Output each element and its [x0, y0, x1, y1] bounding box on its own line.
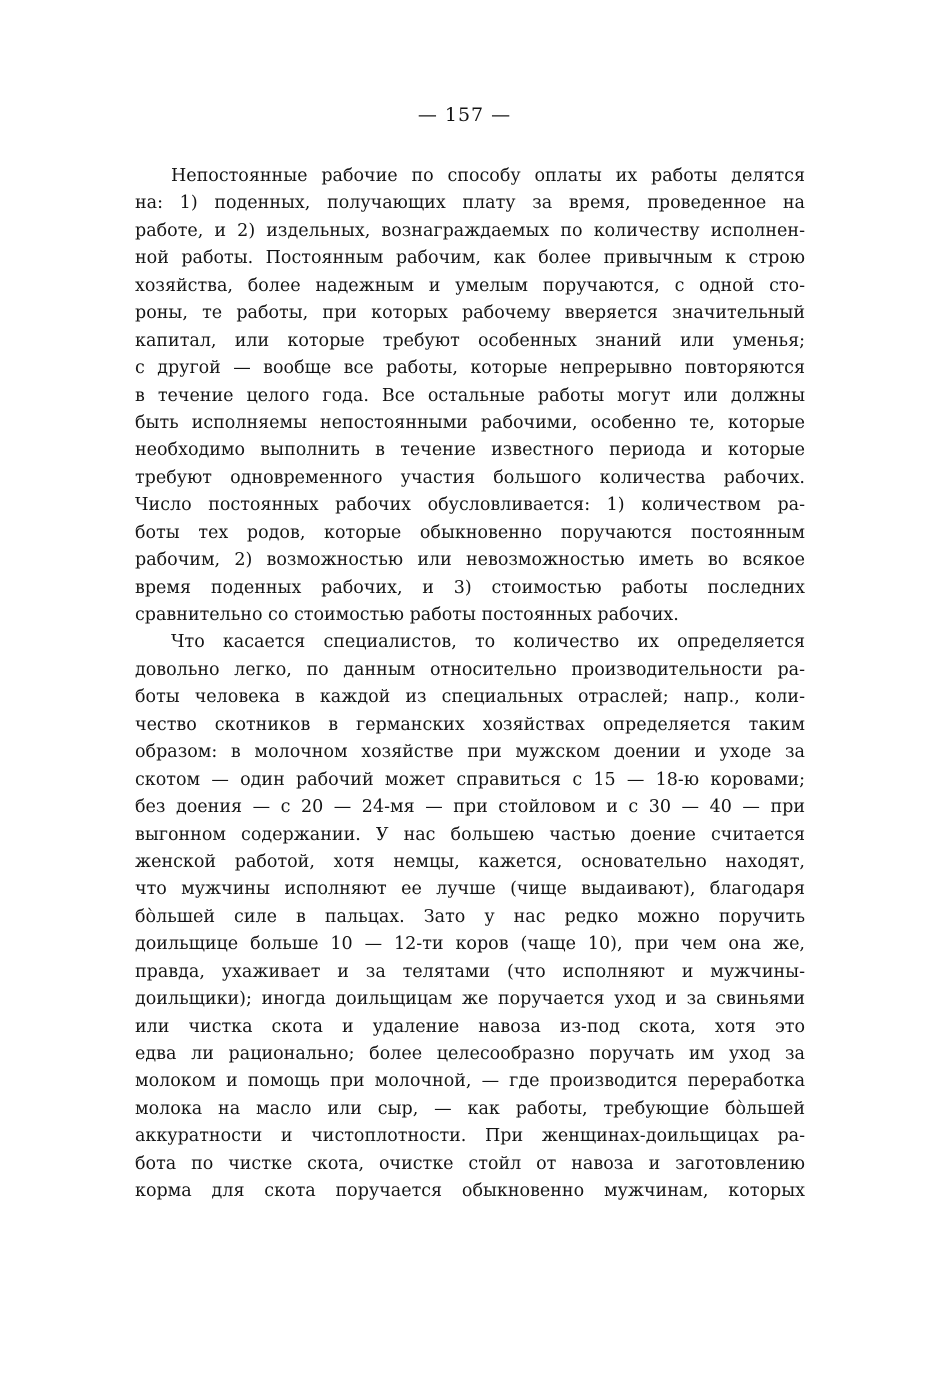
text-line: роны, те работы, при которых рабочему вверяется значительный — [135, 303, 805, 324]
text-line: рабочим, 2) возможностью или невозможностью иметь во всякое — [135, 550, 805, 571]
text-line: бота по чистке скота, очистке стойл от навоза и заготовлению — [135, 1153, 805, 1174]
paragraph-2 — [135, 629, 805, 1205]
text-line: Непостоянные рабочие по способу оплаты их работы делятся — [171, 166, 805, 186]
text-line: образом: в молочном хозяйстве при мужском доении и уходе за — [135, 742, 805, 763]
text-line: боты человека в каждой из специальных отраслей; напр., коли- — [135, 687, 805, 708]
page-number: — 157 — — [417, 104, 512, 126]
body-text — [135, 163, 805, 1206]
text-line: молока на масло или сыр, — как работы, требующие бо̀льшей — [135, 1098, 805, 1119]
text-line: доильщики); иногда доильщицам же поручается уход и за свиньями — [135, 989, 805, 1010]
text-line: на: 1) поденных, получающих плату за время, проведенное на — [135, 193, 805, 214]
text-line: едва ли рационально; более целесообразно поручать им уход за — [135, 1044, 805, 1064]
text-line: аккуратности и чистоплотности. При женщинах-доильщицах ра- — [135, 1126, 805, 1147]
paragraph-1 — [135, 163, 805, 629]
text-line: работе, и 2) издельных, вознаграждаемых по количеству исполнен- — [135, 220, 805, 241]
text-line: довольно легко, по данным относительно производительности ра- — [135, 659, 805, 680]
text-line: доильщице больше 10 — 12-ти коров (чаще 10), при чем она же, — [135, 934, 805, 955]
text-line: скотом — один рабочий может справиться с 15 — 18-ю коровами; — [135, 769, 805, 790]
text-line: требуют одновременного участия большого количества рабочих. — [135, 467, 805, 488]
text-line: бо̀льшей силе в пальцах. Зато у нас редко можно поручить — [135, 906, 805, 927]
text-line: хозяйства, более надежным и умелым поручаются, с одной сто- — [135, 275, 805, 296]
text-line: Что касается специалистов, то количество их определяется — [171, 632, 805, 653]
text-line: в течение целого года. Все остальные работы могут или должны — [135, 385, 805, 406]
text-line: правда, ухаживает и за телятами (что исполняют и мужчины- — [135, 961, 805, 982]
text-line: время поденных рабочих, и 3) стоимостью работы последних — [135, 577, 805, 598]
text-line: боты тех родов, которые обыкновенно поручаются постоянным — [135, 522, 805, 543]
text-line: без доения — с 20 — 24-мя — при стойловом и с 30 — 40 — при — [135, 797, 805, 818]
text-line: с другой — вообще все работы, которые непрерывно повторяются — [135, 358, 805, 379]
text-line: корма для скота поручается обыкновенно мужчинам, которых — [135, 1181, 805, 1202]
text-line: Число постоянных рабочих обусловливается: 1) количеством ра- — [135, 495, 805, 516]
text-line: или чистка скота и удаление навоза из-под скота, хотя это — [135, 1016, 805, 1037]
text-line: выгонном содержании. У нас большею частью доение считается — [135, 824, 805, 845]
text-line: сравнительно со стоимостью работы постоянных рабочих. — [135, 605, 679, 625]
text-line: необходимо выполнить в течение известного периода и которые — [135, 440, 805, 461]
text-line: женской работой, хотя немцы, кажется, основательно находят, — [135, 851, 805, 872]
text-line: чество скотников в германских хозяйствах определяется таким — [135, 714, 805, 735]
text-line: что мужчины исполняют ее лучше (чище выдаивают), благодаря — [135, 879, 805, 900]
text-line: капитал, или которые требуют особенных знаний или уменья; — [135, 330, 805, 351]
text-line: молоком и помощь при молочной, — где производится переработка — [135, 1071, 805, 1092]
text-line: ной работы. Постоянным рабочим, как более привычным к строю — [135, 248, 805, 269]
text-line: быть исполняемы непостоянными рабочими, особенно те, которые — [135, 412, 805, 433]
